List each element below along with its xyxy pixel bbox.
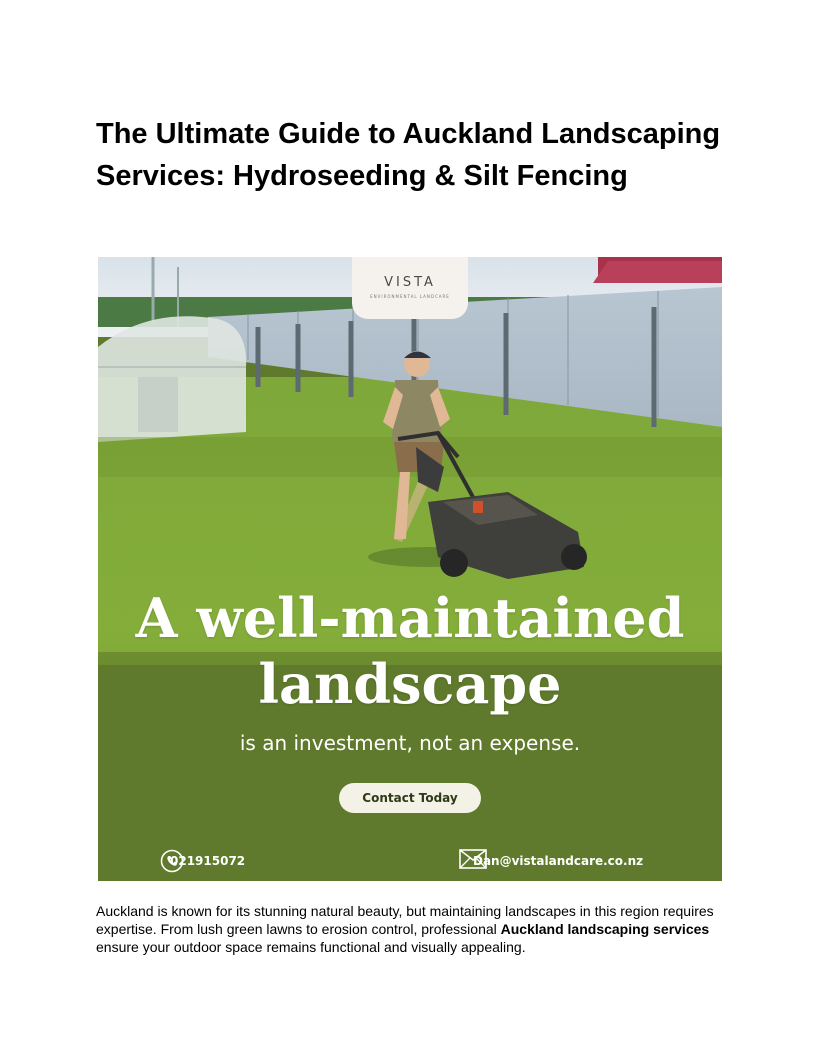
intro-paragraph xyxy=(96,902,726,956)
headline-line-2: landscape xyxy=(258,652,562,716)
email-address: Dan@vistalandcare.co.nz xyxy=(473,854,644,868)
phone-contact[interactable] xyxy=(160,849,245,873)
logo-tagline: ENVIRONMENTAL LANDCARE xyxy=(370,294,450,299)
banner-headline xyxy=(98,585,722,717)
intro-bold-keyword: Auckland landscaping services xyxy=(500,921,710,937)
contact-today-button[interactable]: Contact Today xyxy=(339,783,481,813)
vista-logo-card xyxy=(352,257,468,319)
intro-text-start: Auckland is known for its stunning natural beauty, but maintaining landscapes in this region requires expertise. From lush green lawns to erosion control, professional xyxy=(96,903,714,937)
article-title: The Ultimate Guide to Auckland Landscaping Services: Hydroseeding & Silt Fencing xyxy=(96,118,721,192)
banner-subline: is an investment, not an expense. xyxy=(239,731,581,755)
intro-text-end: ensure your outdoor space remains functional and visually appealing. xyxy=(96,939,526,955)
headline-line-1: A well-maintained xyxy=(135,586,685,650)
email-contact[interactable] xyxy=(459,849,643,873)
phone-number: 021915072 xyxy=(170,854,246,868)
promo-banner xyxy=(98,257,722,881)
logo-wordmark: VISTA xyxy=(384,275,436,290)
